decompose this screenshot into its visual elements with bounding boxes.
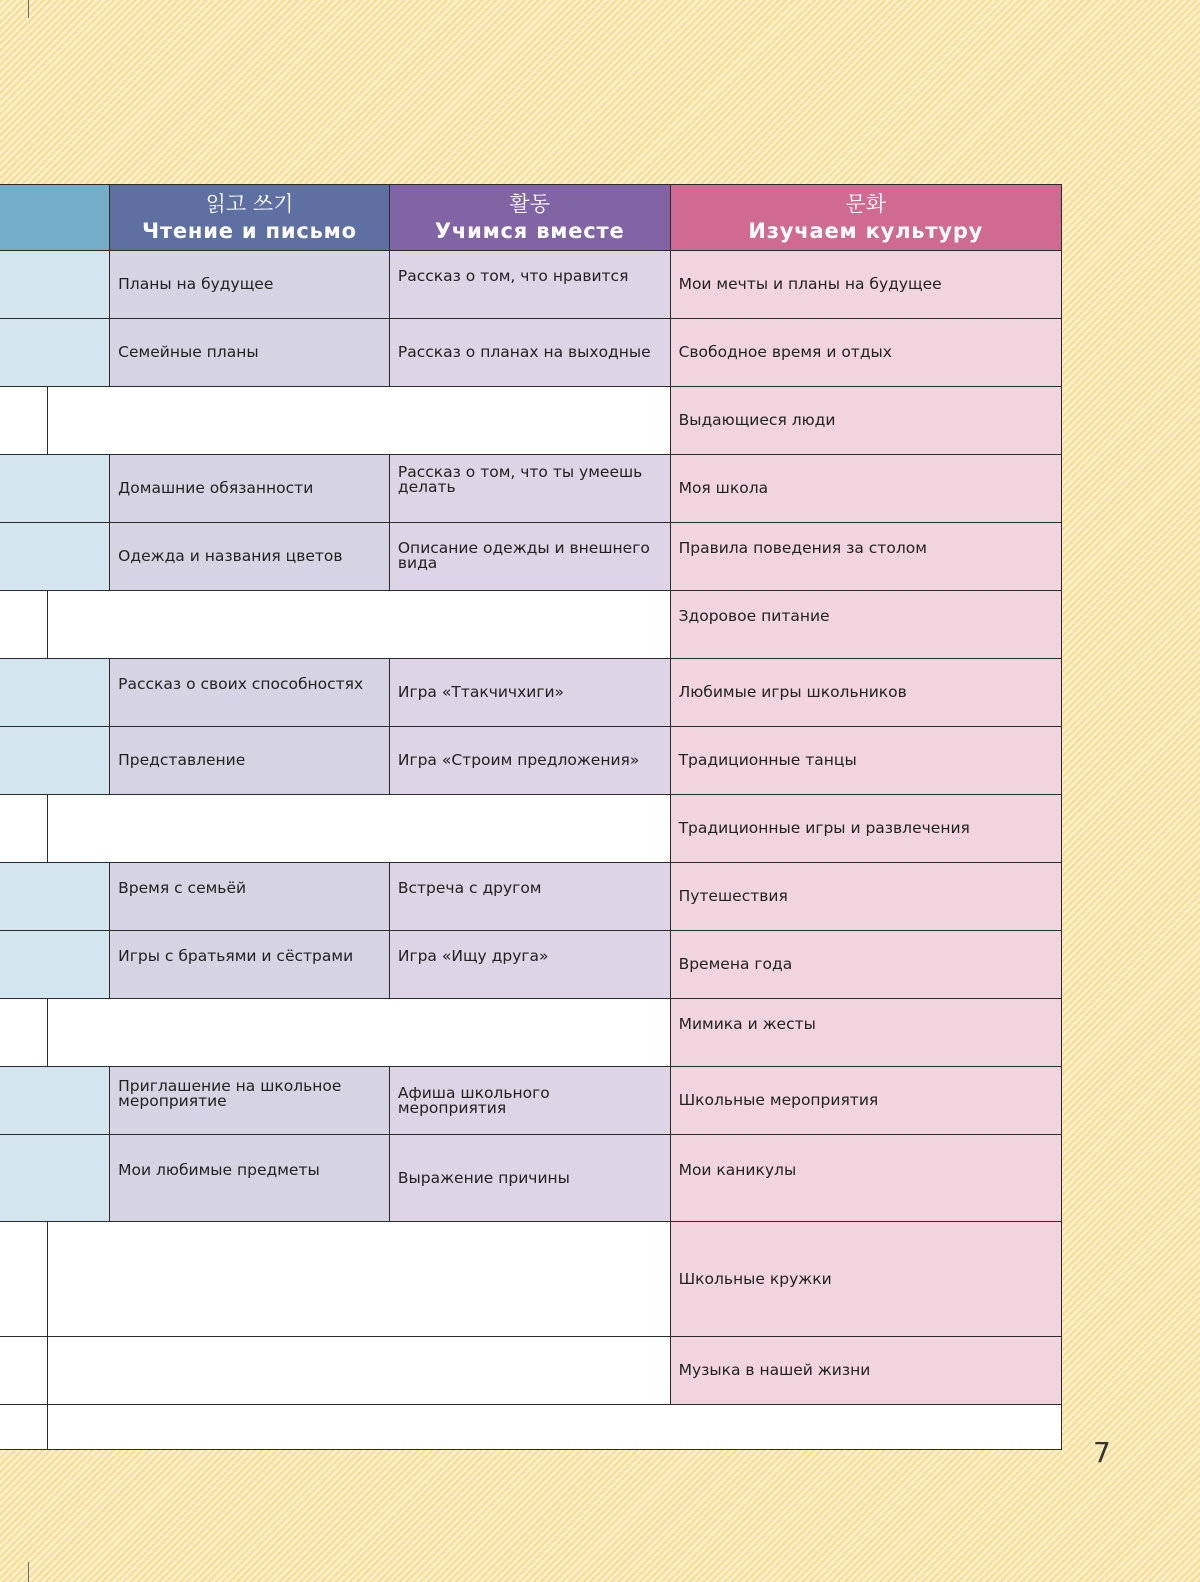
reading-text: Семейные планы xyxy=(118,343,259,361)
culture-cell xyxy=(670,999,1061,1067)
culture-cell xyxy=(670,931,1061,999)
crop-mark-bottom xyxy=(28,1562,29,1582)
reading-text: Приглашение на школьное мероприятие xyxy=(118,1077,342,1110)
table-row xyxy=(0,931,1062,999)
blank-cell xyxy=(47,795,670,863)
row-left-cell xyxy=(0,931,110,999)
activity-text: Выражение причины xyxy=(397,1168,570,1187)
activity-cell xyxy=(389,659,670,727)
blank-cell xyxy=(47,999,670,1067)
culture-cell xyxy=(670,523,1061,591)
row-left-cell xyxy=(0,863,110,931)
row-left-cell xyxy=(0,1337,47,1405)
activity-text: Игра «Строим предложения» xyxy=(397,751,640,769)
activity-cell xyxy=(389,931,670,999)
activity-cell xyxy=(389,1067,670,1135)
row-left-cell xyxy=(0,455,110,523)
reading-text: Время с семьёй xyxy=(118,879,247,897)
culture-cell xyxy=(670,659,1061,727)
reading-cell xyxy=(110,659,390,727)
table-row xyxy=(0,251,1062,319)
reading-text: Мои любимые предметы xyxy=(118,1161,320,1179)
row-left-cell xyxy=(0,795,47,863)
culture-cell xyxy=(670,387,1061,455)
table-row xyxy=(0,659,1062,727)
header-reading-russian: Чтение и письмо xyxy=(142,218,357,243)
reading-text: Одежда и названия цветов xyxy=(118,547,343,565)
header-cell-left xyxy=(0,185,110,251)
culture-cell xyxy=(670,1337,1061,1405)
row-left-cell xyxy=(0,251,110,319)
reading-cell xyxy=(110,251,390,319)
blank-cell xyxy=(47,1337,670,1405)
culture-text: Времена года xyxy=(678,955,793,973)
table-row xyxy=(0,795,1062,863)
culture-text: Здоровое питание xyxy=(678,607,830,625)
culture-text: Мои мечты и планы на будущее xyxy=(678,275,942,293)
page-number: 7 xyxy=(1093,1436,1111,1469)
curriculum-table xyxy=(0,184,1062,1450)
activity-cell xyxy=(389,727,670,795)
table-row xyxy=(0,523,1062,591)
reading-cell xyxy=(110,319,390,387)
table-row xyxy=(0,387,1062,455)
culture-text: Любимые игры школьников xyxy=(678,683,907,701)
blank-cell xyxy=(47,1405,1061,1450)
row-left-cell xyxy=(0,1405,47,1450)
reading-text: Домашние обязанности xyxy=(118,479,314,497)
culture-text: Путешествия xyxy=(678,887,788,905)
activity-text: Рассказ о том, что ты умеешь делать xyxy=(397,463,643,496)
header-row xyxy=(0,185,1062,251)
row-left-cell xyxy=(0,319,110,387)
reading-cell xyxy=(110,523,390,591)
culture-cell xyxy=(670,319,1061,387)
culture-cell xyxy=(670,727,1061,795)
header-culture xyxy=(670,185,1061,251)
culture-text: Выдающиеся люди xyxy=(678,411,836,429)
culture-cell xyxy=(670,455,1061,523)
culture-text: Моя школа xyxy=(678,479,769,497)
row-left-cell xyxy=(0,591,47,659)
row-left-cell xyxy=(0,727,110,795)
row-left-cell xyxy=(0,387,47,455)
reading-cell xyxy=(110,931,390,999)
culture-text: Мимика и жесты xyxy=(678,1015,816,1033)
culture-text: Традиционные игры и развлечения xyxy=(678,819,970,837)
crop-mark-top xyxy=(28,0,29,18)
header-culture-russian: Изучаем культуру xyxy=(748,218,984,243)
culture-cell xyxy=(670,1067,1061,1135)
table-row-empty xyxy=(0,1405,1062,1450)
table-row xyxy=(0,319,1062,387)
culture-cell xyxy=(670,591,1061,659)
culture-text: Школьные кружки xyxy=(678,1269,832,1288)
activity-text: Рассказ о том, что нравится xyxy=(397,267,629,285)
table-row xyxy=(0,1067,1062,1135)
table-row xyxy=(0,1135,1062,1222)
row-left-cell xyxy=(0,1135,110,1222)
reading-text: Планы на будущее xyxy=(118,275,274,293)
row-left-cell xyxy=(0,999,47,1067)
culture-text: Школьные мероприятия xyxy=(678,1091,879,1109)
row-left-cell xyxy=(0,1067,110,1135)
reading-cell xyxy=(110,1135,390,1222)
table-row xyxy=(0,999,1062,1067)
activity-cell xyxy=(389,319,670,387)
blank-cell xyxy=(47,1222,670,1337)
culture-cell xyxy=(670,251,1061,319)
table-row xyxy=(0,863,1062,931)
activity-cell xyxy=(389,1135,670,1222)
activity-cell xyxy=(389,523,670,591)
header-culture-korean: 문화 xyxy=(845,192,887,217)
table-row xyxy=(0,1222,1062,1337)
row-left-cell xyxy=(0,659,110,727)
activity-text: Рассказ о планах на выходные xyxy=(397,343,651,361)
activity-text: Описание одежды и внешнего вида xyxy=(397,539,650,572)
culture-text: Правила поведения за столом xyxy=(678,539,927,557)
culture-text: Традиционные танцы xyxy=(678,751,857,769)
blank-cell xyxy=(47,591,670,659)
table-row xyxy=(0,1337,1062,1405)
table-row xyxy=(0,727,1062,795)
header-activity xyxy=(389,185,670,251)
activity-cell xyxy=(389,455,670,523)
header-reading-korean: 읽고 쓰기 xyxy=(205,192,294,217)
reading-text: Игры с братьями и сёстрами xyxy=(118,947,354,965)
reading-cell xyxy=(110,1067,390,1135)
activity-text: Встреча с другом xyxy=(397,879,542,897)
header-reading xyxy=(110,185,390,251)
header-activity-korean: 활동 xyxy=(509,192,550,217)
activity-text: Афиша школьного мероприятия xyxy=(397,1084,550,1117)
activity-text: Игра «Ищу друга» xyxy=(397,947,549,965)
blank-cell xyxy=(47,387,670,455)
activity-cell xyxy=(389,863,670,931)
activity-cell xyxy=(389,251,670,319)
culture-text: Музыка в нашей жизни xyxy=(678,1361,871,1379)
table-row xyxy=(0,591,1062,659)
reading-cell xyxy=(110,863,390,931)
reading-text: Рассказ о своих способностях xyxy=(118,675,364,693)
culture-text: Свободное время и отдых xyxy=(678,343,892,361)
row-left-cell xyxy=(0,1222,47,1337)
culture-cell xyxy=(670,795,1061,863)
reading-cell xyxy=(110,727,390,795)
row-left-cell xyxy=(0,523,110,591)
culture-cell xyxy=(670,863,1061,931)
culture-cell xyxy=(670,1135,1061,1222)
reading-cell xyxy=(110,455,390,523)
culture-text: Мои каникулы xyxy=(678,1161,797,1179)
activity-text: Игра «Ттакчичхиги» xyxy=(397,683,565,701)
header-activity-russian: Учимся вместе xyxy=(434,218,625,243)
table-row xyxy=(0,455,1062,523)
culture-cell xyxy=(670,1222,1061,1337)
reading-text: Представление xyxy=(118,751,246,769)
